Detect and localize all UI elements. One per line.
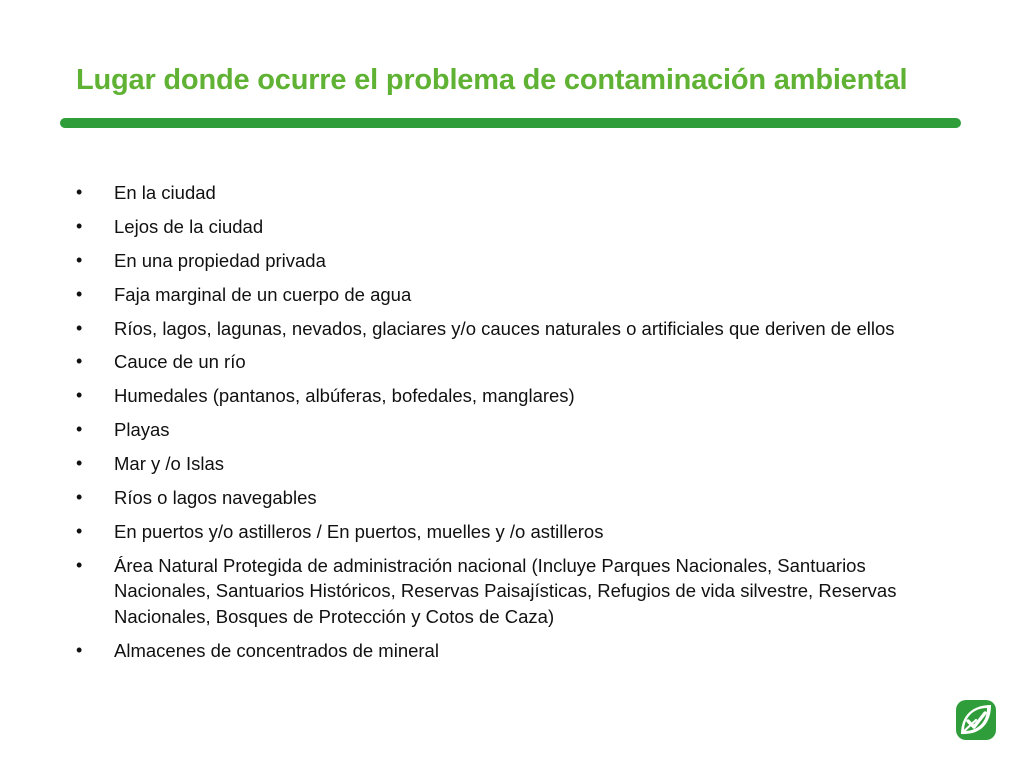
list-item	[76, 214, 916, 240]
list-item-text: En puertos y/o astilleros / En puertos, muelles y /o astilleros	[114, 520, 604, 542]
list-item-text: Faja marginal de un cuerpo de agua	[114, 283, 412, 305]
bullet-dot: •	[76, 453, 83, 474]
bullet-dot: •	[76, 419, 83, 440]
list-item-text: En una propiedad privada	[114, 249, 326, 271]
list-item	[76, 451, 916, 477]
bullet-dot: •	[76, 249, 83, 270]
bullet-dot: •	[76, 639, 83, 660]
bullet-dot: •	[76, 182, 83, 202]
slide-title: Lugar donde ocurre el problema de contaminación ambiental	[76, 64, 908, 96]
list-item-text: Humedales (pantanos, albúferas, bofedales, manglares)	[114, 385, 575, 407]
title-underline	[60, 118, 961, 128]
list-item	[76, 417, 916, 443]
bullet-dot: •	[76, 317, 83, 338]
list-item	[76, 553, 916, 630]
bullet-dot: •	[76, 487, 83, 508]
list-item	[76, 349, 916, 375]
bullet-dot: •	[76, 554, 83, 575]
list-item	[76, 248, 916, 274]
list-item-text: Lejos de la ciudad	[114, 215, 264, 237]
list-item-text: Mar y /o Islas	[114, 453, 224, 475]
bullet-dot: •	[76, 351, 83, 372]
list-item-text: En la ciudad	[114, 182, 216, 203]
list-item	[76, 638, 916, 664]
bullet-list	[76, 180, 916, 672]
list-item	[76, 519, 916, 545]
bullet-dot: •	[76, 520, 83, 541]
list-item-text: Almacenes de concentrados de mineral	[114, 639, 439, 661]
list-item	[76, 316, 916, 342]
leaf-check-logo-icon	[954, 698, 998, 742]
bullet-dot: •	[76, 283, 83, 304]
bullet-dot: •	[76, 385, 83, 406]
list-item	[76, 180, 916, 206]
list-item-text: Ríos, lagos, lagunas, nevados, glaciares y/o cauces naturales o artificiales que deriven de ellos	[114, 317, 895, 339]
list-item	[76, 282, 916, 308]
bullet-dot: •	[76, 215, 83, 236]
list-item-text: Ríos o lagos navegables	[114, 487, 317, 509]
list-item-text: Área Natural Protegida de administración nacional (Incluye Parques Nacionales, Santuarios Nacionales, Santuarios Históricos, Reservas Paisajísticas, Refugios de vida silvestre, Reservas Nacionales, Bosques de Protección y Cotos de Caza)	[114, 554, 897, 627]
list-item	[76, 485, 916, 511]
list-item	[76, 383, 916, 409]
list-item-text: Playas	[114, 419, 170, 441]
list-item-text: Cauce de un río	[114, 351, 246, 373]
